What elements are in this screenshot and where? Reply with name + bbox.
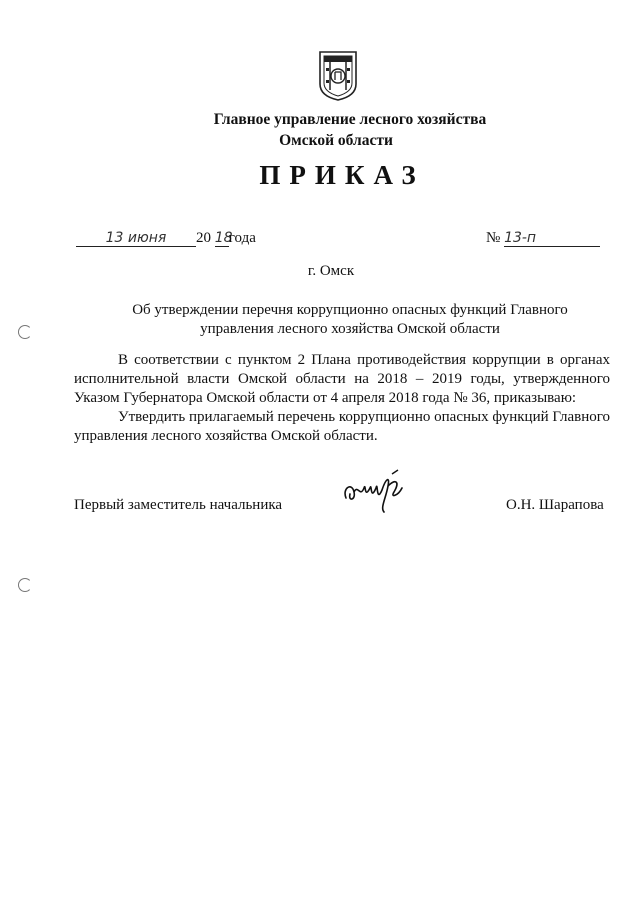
document-subject (100, 301, 600, 339)
coat-of-arms-emblem (318, 50, 358, 102)
document-body (74, 351, 610, 446)
subject-line-2: управления лесного хозяйства Омской области (200, 321, 500, 337)
city: г. Омск (307, 263, 355, 279)
year-prefix: 20 (196, 230, 211, 246)
date-line (76, 230, 256, 247)
number-handwritten: 13-п (504, 230, 600, 247)
handwritten-signature (340, 468, 416, 514)
signatory-name: О.Н. Шарапова (506, 497, 604, 513)
date-handwritten: 13 июня (76, 230, 196, 247)
body-paragraph-1: В соответствии с пунктом 2 Плана противодействия коррупции в органах исполнительной власти Омской области на 2018 – 2019 годы, утвержденного Указом Губернатора Омской области от 4 апреля 2018 года № 36, приказываю: (74, 352, 610, 406)
organization-region: Омской области (279, 132, 393, 149)
punch-hole-mark (18, 578, 32, 592)
year-suffix: года (228, 230, 256, 246)
number-line (486, 230, 600, 247)
body-paragraph-2: Утвердить прилагаемый перечень коррупционно опасных функций Главного управления лесного хозяйства Омской области. (74, 409, 610, 444)
number-label: № (486, 230, 501, 246)
subject-line-1: Об утверждении перечня коррупционно опасных функций Главного (132, 302, 568, 318)
punch-hole-mark (18, 325, 32, 339)
document-type-title: ПРИКАЗ (259, 160, 425, 190)
year-handwritten: 18 (214, 230, 233, 246)
organization-name: Главное управление лесного хозяйства (213, 111, 487, 128)
signatory-title: Первый заместитель начальника (74, 497, 283, 513)
